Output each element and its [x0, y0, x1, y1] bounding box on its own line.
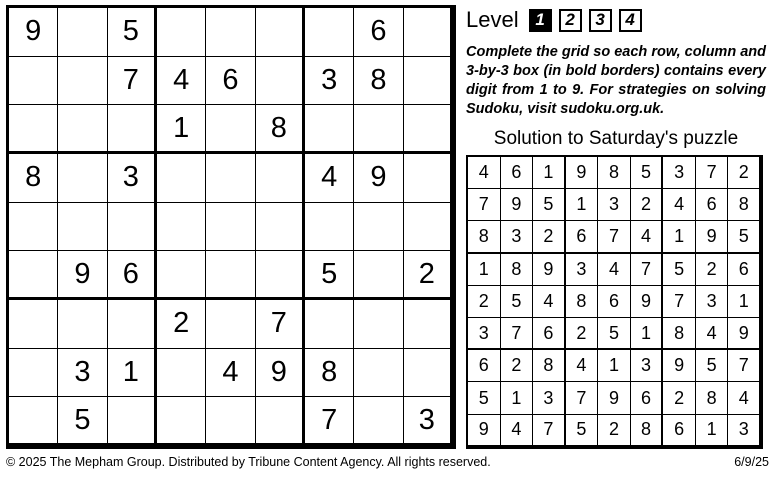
solution-cell: 3: [663, 157, 696, 189]
puzzle-cell[interactable]: 7: [108, 57, 157, 106]
solution-cell: 3: [598, 189, 631, 221]
solution-cell: 7: [663, 286, 696, 318]
puzzle-cell[interactable]: 1: [108, 349, 157, 398]
solution-cell: 2: [598, 415, 631, 447]
solution-cell: 7: [533, 415, 566, 447]
puzzle-cell[interactable]: 3: [305, 57, 354, 106]
puzzle-cell[interactable]: [9, 251, 58, 300]
solution-cell: 3: [696, 286, 729, 318]
solution-cell: 4: [533, 286, 566, 318]
level-option-4[interactable]: 4: [619, 9, 642, 32]
puzzle-cell[interactable]: 6: [108, 251, 157, 300]
puzzle-cell[interactable]: [9, 300, 58, 349]
footer: [6, 455, 769, 469]
solution-cell: 9: [663, 350, 696, 382]
solution-cell: 9: [533, 254, 566, 286]
level-selector: [466, 5, 769, 35]
solution-cell: 2: [631, 189, 664, 221]
solution-cell: 5: [501, 286, 534, 318]
puzzle-cell[interactable]: [9, 397, 58, 446]
solution-cell: 7: [501, 318, 534, 350]
puzzle-cell[interactable]: [354, 349, 403, 398]
puzzle-cell[interactable]: 5: [305, 251, 354, 300]
sidebar: [466, 5, 769, 449]
instructions-website[interactable]: sudoku.org.uk.: [560, 100, 665, 117]
solution-cell: 9: [631, 286, 664, 318]
solution-cell: 4: [631, 221, 664, 253]
level-option-2[interactable]: 2: [559, 9, 582, 32]
copyright-text: © 2025 The Mepham Group. Distributed by Tribune Content Agency. All rights reserved.: [6, 455, 491, 469]
solution-cell: 9: [468, 415, 501, 447]
solution-cell: 3: [728, 415, 761, 447]
puzzle-cell[interactable]: [354, 397, 403, 446]
puzzle-cell[interactable]: [404, 349, 453, 398]
puzzle-cell[interactable]: [206, 300, 255, 349]
solution-cell: 1: [631, 318, 664, 350]
puzzle-cell[interactable]: [58, 203, 107, 252]
puzzle-cell[interactable]: [305, 8, 354, 57]
solution-cell: 4: [468, 157, 501, 189]
puzzle-cell[interactable]: [108, 203, 157, 252]
solution-cell: 4: [728, 382, 761, 414]
puzzle-cell[interactable]: 9: [58, 251, 107, 300]
solution-cell: 3: [631, 350, 664, 382]
puzzle-cell[interactable]: [58, 105, 107, 154]
puzzle-cell[interactable]: [58, 8, 107, 57]
puzzle-cell[interactable]: [256, 154, 305, 203]
solution-cell: 6: [566, 221, 599, 253]
solution-cell: 2: [696, 254, 729, 286]
puzzle-cell[interactable]: [206, 154, 255, 203]
solution-cell: 4: [501, 415, 534, 447]
puzzle-cell[interactable]: 4: [206, 349, 255, 398]
puzzle-cell[interactable]: [404, 105, 453, 154]
puzzle-cell[interactable]: [404, 300, 453, 349]
solution-cell: 3: [533, 382, 566, 414]
puzzle-cell[interactable]: [354, 203, 403, 252]
solution-cell: 1: [566, 189, 599, 221]
puzzle-cell[interactable]: [404, 57, 453, 106]
solution-cell: 2: [468, 286, 501, 318]
puzzle-cell[interactable]: [108, 397, 157, 446]
puzzle-cell[interactable]: [58, 57, 107, 106]
puzzle-cell[interactable]: [157, 203, 206, 252]
puzzle-cell[interactable]: 8: [256, 105, 305, 154]
solution-cell: 8: [468, 221, 501, 253]
solution-cell: 8: [631, 415, 664, 447]
solution-cell: 6: [631, 382, 664, 414]
solution-cell: 3: [468, 318, 501, 350]
solution-cell: 8: [696, 382, 729, 414]
solution-cell: 6: [598, 286, 631, 318]
puzzle-cell[interactable]: [108, 105, 157, 154]
solution-cell: 3: [566, 254, 599, 286]
solution-cell: 4: [696, 318, 729, 350]
instructions-text: [466, 43, 766, 119]
puzzle-cell[interactable]: [206, 105, 255, 154]
puzzle-cell[interactable]: [354, 300, 403, 349]
puzzle-cell[interactable]: 9: [9, 8, 58, 57]
puzzle-cell[interactable]: [108, 300, 157, 349]
puzzle-cell[interactable]: [256, 251, 305, 300]
solution-cell: 9: [728, 318, 761, 350]
puzzle-cell[interactable]: 6: [206, 57, 255, 106]
puzzle-cell[interactable]: 7: [305, 397, 354, 446]
solution-cell: 4: [598, 254, 631, 286]
puzzle-cell[interactable]: [404, 8, 453, 57]
puzzle-cell[interactable]: [157, 251, 206, 300]
solution-cell: 1: [533, 157, 566, 189]
solution-cell: 7: [728, 350, 761, 382]
puzzle-cell[interactable]: 7: [256, 300, 305, 349]
solution-cell: 1: [501, 382, 534, 414]
solution-heading: Solution to Saturday's puzzle: [493, 127, 739, 149]
solution-cell: 6: [696, 189, 729, 221]
solution-cell: 1: [468, 254, 501, 286]
puzzle-cell[interactable]: 3: [404, 397, 453, 446]
puzzle-cell[interactable]: [404, 154, 453, 203]
solution-cell: 2: [728, 157, 761, 189]
puzzle-cell[interactable]: 8: [9, 154, 58, 203]
puzzle-cell[interactable]: [256, 57, 305, 106]
puzzle-cell[interactable]: [404, 203, 453, 252]
solution-cell: 2: [663, 382, 696, 414]
solution-cell: 1: [696, 415, 729, 447]
puzzle-cell[interactable]: 5: [58, 397, 107, 446]
puzzle-cell[interactable]: 1: [157, 105, 206, 154]
puzzle-cell[interactable]: 2: [404, 251, 453, 300]
puzzle-cell[interactable]: [58, 300, 107, 349]
puzzle-cell[interactable]: [206, 251, 255, 300]
solution-cell: 8: [663, 318, 696, 350]
puzzle-cell[interactable]: [157, 397, 206, 446]
solution-cell: 6: [663, 415, 696, 447]
puzzle-cell[interactable]: 8: [354, 57, 403, 106]
puzzle-cell[interactable]: [9, 203, 58, 252]
solution-grid: [466, 155, 763, 449]
puzzle-cell[interactable]: 6: [354, 8, 403, 57]
puzzle-cell[interactable]: 3: [58, 349, 107, 398]
puzzle-cell[interactable]: 4: [157, 57, 206, 106]
solution-cell: 7: [468, 189, 501, 221]
solution-cell: 5: [598, 318, 631, 350]
solution-cell: 8: [533, 350, 566, 382]
puzzle-cell[interactable]: [206, 8, 255, 57]
solution-cell: 7: [566, 382, 599, 414]
solution-cell: 2: [566, 318, 599, 350]
solution-cell: 9: [566, 157, 599, 189]
solution-cell: 8: [566, 286, 599, 318]
puzzle-cell[interactable]: [305, 203, 354, 252]
solution-cell: 9: [501, 189, 534, 221]
level-option-1[interactable]: 1: [529, 9, 552, 32]
puzzle-cell[interactable]: [157, 349, 206, 398]
solution-cell: 9: [598, 382, 631, 414]
solution-cell: 9: [696, 221, 729, 253]
solution-cell: 5: [468, 382, 501, 414]
puzzle-cell[interactable]: [256, 203, 305, 252]
puzzle-cell[interactable]: 3: [108, 154, 157, 203]
sudoku-puzzle-grid[interactable]: [6, 5, 456, 449]
puzzle-cell[interactable]: [354, 105, 403, 154]
puzzle-cell[interactable]: [305, 300, 354, 349]
puzzle-cell[interactable]: [9, 349, 58, 398]
solution-cell: 5: [663, 254, 696, 286]
puzzle-cell[interactable]: [354, 251, 403, 300]
puzzle-cell[interactable]: 5: [108, 8, 157, 57]
puzzle-cell[interactable]: [9, 105, 58, 154]
solution-cell: 8: [501, 254, 534, 286]
solution-cell: 1: [728, 286, 761, 318]
solution-cell: 4: [663, 189, 696, 221]
solution-cell: 4: [566, 350, 599, 382]
solution-cell: 6: [501, 157, 534, 189]
puzzle-cell[interactable]: 4: [305, 154, 354, 203]
solution-cell: 2: [501, 350, 534, 382]
level-label: Level: [466, 7, 519, 32]
solution-cell: 5: [696, 350, 729, 382]
level-option-3[interactable]: 3: [589, 9, 612, 32]
solution-cell: 6: [728, 254, 761, 286]
puzzle-cell[interactable]: [206, 397, 255, 446]
solution-cell: 6: [468, 350, 501, 382]
puzzle-cell[interactable]: 9: [256, 349, 305, 398]
puzzle-cell[interactable]: [256, 397, 305, 446]
solution-cell: 3: [501, 221, 534, 253]
puzzle-cell[interactable]: [58, 154, 107, 203]
puzzle-cell[interactable]: [9, 57, 58, 106]
solution-cell: 5: [566, 415, 599, 447]
solution-cell: 1: [663, 221, 696, 253]
solution-cell: 5: [533, 189, 566, 221]
solution-cell: 1: [598, 350, 631, 382]
solution-cell: 5: [728, 221, 761, 253]
puzzle-cell[interactable]: 8: [305, 349, 354, 398]
solution-cell: 6: [533, 318, 566, 350]
solution-cell: 8: [598, 157, 631, 189]
puzzle-cell[interactable]: 2: [157, 300, 206, 349]
solution-cell: 2: [533, 221, 566, 253]
solution-cell: 7: [598, 221, 631, 253]
puzzle-cell[interactable]: [305, 105, 354, 154]
instructions-body: Complete the grid so each row, column and 3-by-3 box (in bold borders) contains every digit from 1 to 9. For strategies on solving Sudoku, visit: [466, 44, 766, 117]
puzzle-cell[interactable]: [206, 203, 255, 252]
solution-cell: 5: [631, 157, 664, 189]
solution-cell: 8: [728, 189, 761, 221]
puzzle-cell[interactable]: 9: [354, 154, 403, 203]
puzzle-cell[interactable]: [157, 8, 206, 57]
solution-cell: 7: [696, 157, 729, 189]
solution-cell: 7: [631, 254, 664, 286]
publication-date: 6/9/25: [734, 455, 769, 469]
puzzle-cell[interactable]: [157, 154, 206, 203]
puzzle-cell[interactable]: [256, 8, 305, 57]
